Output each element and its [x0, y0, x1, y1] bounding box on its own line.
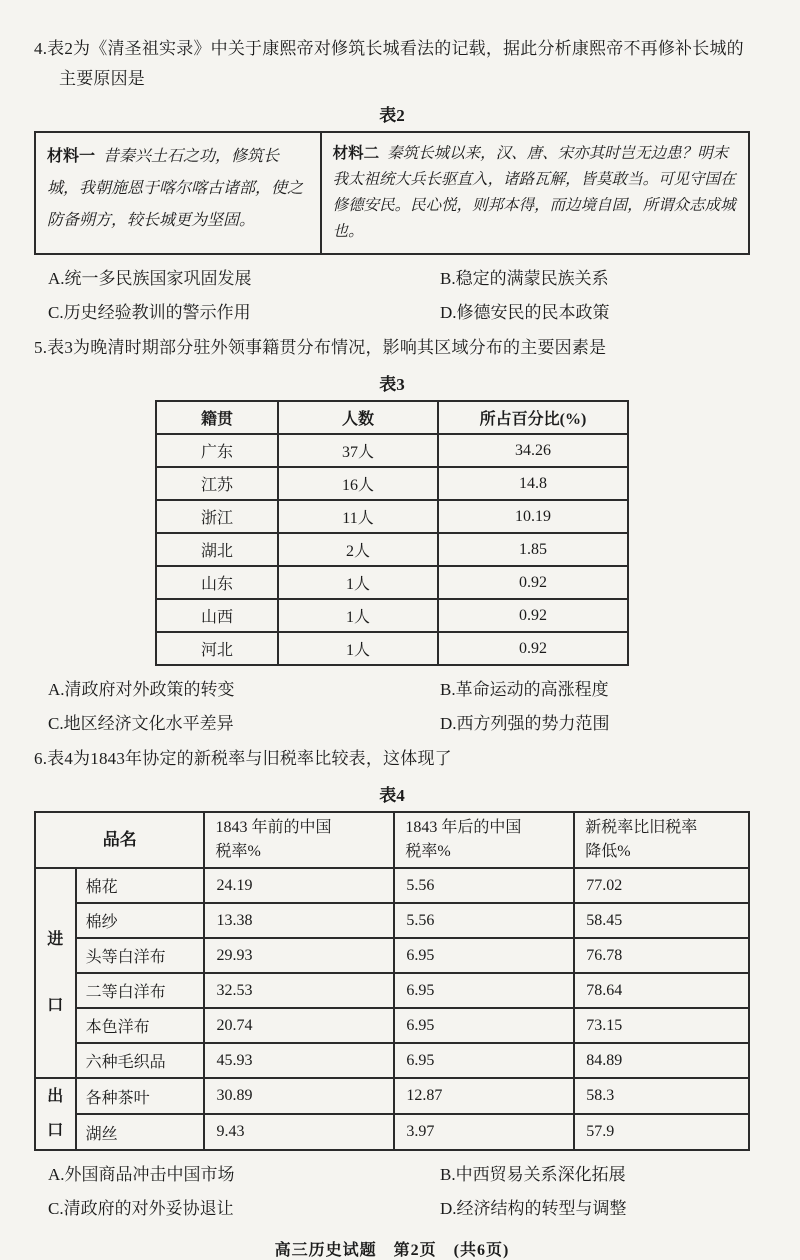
material-1-label: 材料一 [47, 148, 96, 165]
cell-reduction: 57.9 [574, 1114, 749, 1150]
cell-percent: 34.26 [438, 434, 628, 467]
cell-product: 湖丝 [76, 1114, 205, 1150]
table-row [156, 566, 628, 599]
question-5-text: 5.表3为晚清时期部分驻外领事籍贯分布情况，影响其区域分布的主要因素是 [34, 338, 607, 357]
cell-percent: 10.19 [438, 500, 628, 533]
cell-origin: 广东 [156, 434, 278, 467]
option-5d: D.西方列强的势力范围 [440, 714, 610, 733]
cell-product: 各种茶叶 [76, 1078, 205, 1114]
cell-origin: 浙江 [156, 500, 278, 533]
cell-product: 本色洋布 [76, 1008, 205, 1043]
col-header-percent: 所占百分比(%) [438, 401, 628, 434]
cell-before: 24.19 [204, 868, 394, 903]
option-5c: C.地区经济文化水平差异 [48, 714, 234, 733]
table-row [35, 903, 749, 938]
tariff-table [34, 811, 750, 1151]
cell-product: 棉纱 [76, 903, 205, 938]
col-header-after-line1: 1843 年后的中国 [405, 819, 522, 836]
cell-after: 6.95 [394, 1008, 574, 1043]
material-2-text: 秦筑长城以来，汉、唐、宋亦其时岂无边患？明末我太祖统大兵长驱直入，诸路瓦解，皆莫敢当。可见守国在修德安民。民心悦，则邦本得，而边境自固，所谓众志成城也。 [332, 145, 736, 240]
question-6-options [48, 1163, 750, 1221]
option-6c: C.清政府的对外妥协退让 [48, 1199, 234, 1218]
col-header-count: 人数 [278, 401, 438, 434]
question-4-options [48, 267, 750, 325]
cell-reduction: 58.3 [574, 1078, 749, 1114]
cell-percent: 14.8 [438, 467, 628, 500]
group-import-label: 进口 [47, 931, 64, 1014]
cell-before: 32.53 [204, 973, 394, 1008]
table-row [156, 500, 628, 533]
material-2-label: 材料二 [332, 145, 380, 162]
cell-after: 5.56 [394, 903, 574, 938]
table-row [35, 1008, 749, 1043]
table-row [156, 533, 628, 566]
material-2-cell [321, 132, 749, 254]
cell-origin: 江苏 [156, 467, 278, 500]
cell-before: 13.38 [204, 903, 394, 938]
page-footer: 高三历史试题 第2页 (共6页) [274, 1242, 510, 1259]
col-header-after [394, 812, 574, 868]
cell-percent: 0.92 [438, 632, 628, 665]
cell-product: 头等白洋布 [76, 938, 205, 973]
cell-percent: 0.92 [438, 599, 628, 632]
materials-table [34, 131, 750, 255]
cell-before: 30.89 [204, 1078, 394, 1114]
question-6-text: 6.表4为1843年协定的新税率与旧税率比较表，这体现了 [34, 749, 452, 768]
cell-after: 6.95 [394, 973, 574, 1008]
cell-after: 6.95 [394, 938, 574, 973]
table-3-caption: 表3 [379, 375, 405, 394]
cell-count: 1人 [278, 599, 438, 632]
cell-product: 棉花 [76, 868, 205, 903]
cell-reduction: 84.89 [574, 1043, 749, 1078]
cell-percent: 1.85 [438, 533, 628, 566]
col-header-before [204, 812, 394, 868]
option-6a: A.外国商品冲击中国市场 [48, 1165, 235, 1184]
col-header-before-line1: 1843 年前的中国 [215, 819, 332, 836]
material-1-cell [35, 132, 321, 254]
cell-before: 29.93 [204, 938, 394, 973]
table-row [156, 434, 628, 467]
option-4a: A.统一多民族国家巩固发展 [48, 269, 252, 288]
cell-count: 1人 [278, 566, 438, 599]
table-row [35, 973, 749, 1008]
cell-after: 12.87 [394, 1078, 574, 1114]
option-4c: C.历史经验教训的警示作用 [48, 303, 251, 322]
table-row [156, 599, 628, 632]
tariff-header-row [35, 812, 749, 868]
option-4d: D.修德安民的民本政策 [440, 303, 610, 322]
cell-origin: 山西 [156, 599, 278, 632]
table-2-caption: 表2 [379, 106, 405, 125]
table-4-caption: 表4 [379, 786, 405, 805]
group-import-cell [35, 868, 76, 1078]
question-4-text: 4.表2为《清圣祖实录》中关于康熙帝对修筑长城看法的记载，据此分析康熙帝不再修补长城的主要原因是 [34, 39, 744, 88]
cell-after: 6.95 [394, 1043, 574, 1078]
cell-before: 9.43 [204, 1114, 394, 1150]
cell-reduction: 78.64 [574, 973, 749, 1008]
option-6d: D.经济结构的转型与调整 [440, 1199, 627, 1218]
cell-count: 16人 [278, 467, 438, 500]
table-row [35, 1043, 749, 1078]
cell-count: 2人 [278, 533, 438, 566]
consuls-table [155, 400, 629, 666]
col-header-reduction [574, 812, 749, 868]
cell-count: 1人 [278, 632, 438, 665]
cell-product: 二等白洋布 [76, 973, 205, 1008]
table-row [156, 632, 628, 665]
col-header-reduction-line2: 降低% [585, 843, 631, 860]
col-header-after-line2: 税率% [405, 843, 451, 860]
cell-count: 37人 [278, 434, 438, 467]
cell-origin: 河北 [156, 632, 278, 665]
option-5b: B.革命运动的高涨程度 [440, 680, 609, 699]
cell-origin: 湖北 [156, 533, 278, 566]
table-row [35, 938, 749, 973]
table-row [156, 467, 628, 500]
col-header-product: 品名 [35, 812, 204, 868]
option-6b: B.中西贸易关系深化拓展 [440, 1165, 626, 1184]
cell-before: 20.74 [204, 1008, 394, 1043]
group-export-cell [35, 1078, 76, 1150]
cell-reduction: 77.02 [574, 868, 749, 903]
col-header-origin: 籍贯 [156, 401, 278, 434]
cell-before: 45.93 [204, 1043, 394, 1078]
cell-after: 3.97 [394, 1114, 574, 1150]
option-4b: B.稳定的满蒙民族关系 [440, 269, 609, 288]
cell-reduction: 76.78 [574, 938, 749, 973]
option-5a: A.清政府对外政策的转变 [48, 680, 235, 699]
cell-after: 5.56 [394, 868, 574, 903]
table-row [35, 868, 749, 903]
col-header-reduction-line1: 新税率比旧税率 [585, 819, 698, 836]
cell-percent: 0.92 [438, 566, 628, 599]
material-1-text: 昔秦兴土石之功，修筑长城，我朝施恩于喀尔喀古诸部，使之防备朔方，较长城更为坚固。 [47, 148, 304, 229]
question-5-options [48, 678, 750, 736]
cell-product: 六种毛织品 [76, 1043, 205, 1078]
cell-reduction: 73.15 [574, 1008, 749, 1043]
consuls-header-row [156, 401, 628, 434]
col-header-before-line2: 税率% [215, 843, 261, 860]
group-export-label: 出口 [47, 1088, 64, 1139]
cell-count: 11人 [278, 500, 438, 533]
materials-row [35, 132, 749, 254]
cell-origin: 山东 [156, 566, 278, 599]
cell-reduction: 58.45 [574, 903, 749, 938]
table-row [35, 1078, 749, 1114]
table-row [35, 1114, 749, 1150]
